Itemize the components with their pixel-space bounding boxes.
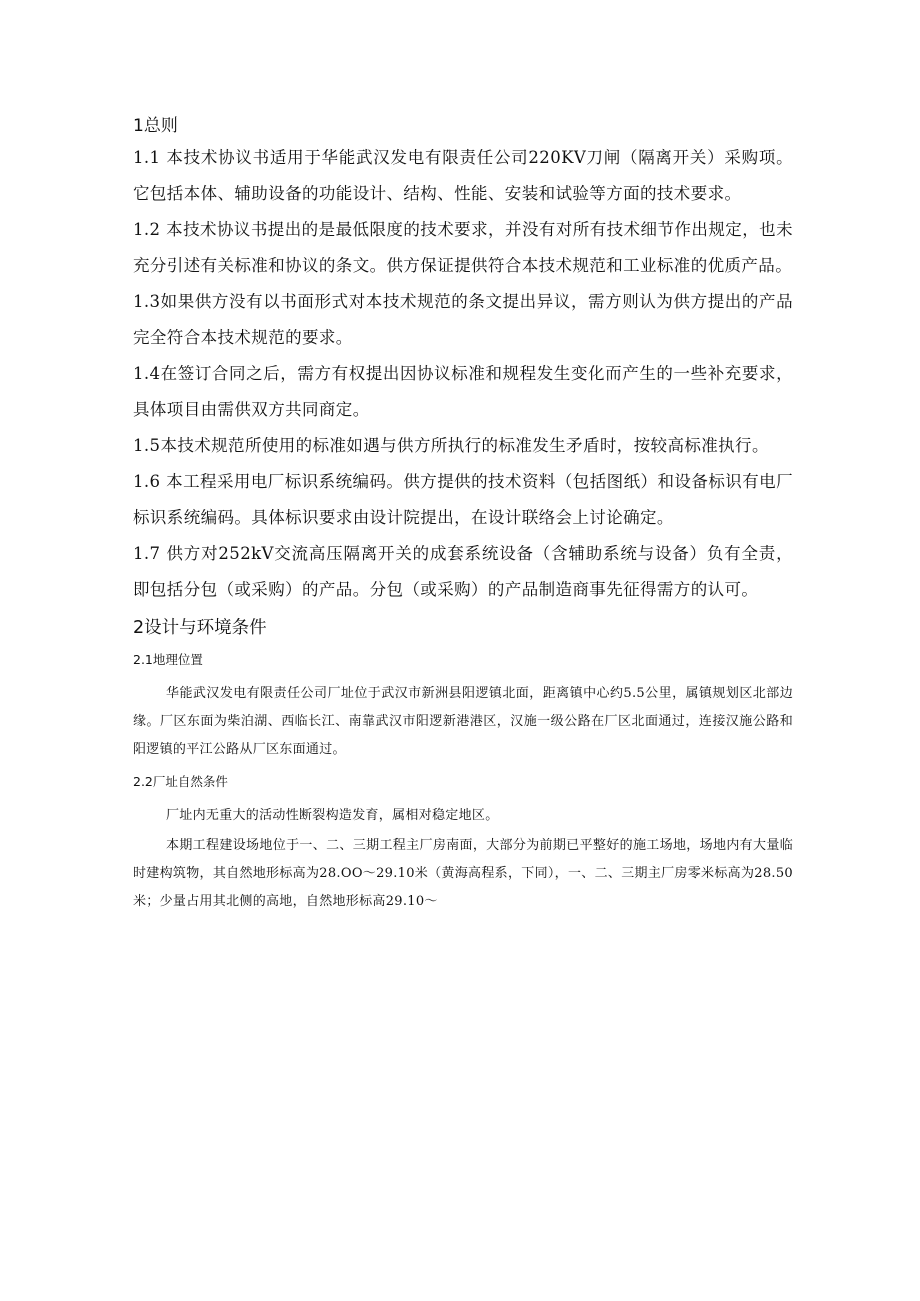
clause-1-2: 1.2 本技术协议书提出的是最低限度的技术要求，并没有对所有技术细节作出规定，也未充分引述有关标准和协议的条文。供方保证提供符合本技术规范和工业标准的优质产品。	[133, 220, 793, 275]
clause-1-4: 1.4在签订合同之后，需方有权提出因协议标准和规程发生变化而产生的一些补充要求，具体项目由需供双方共同商定。	[133, 364, 793, 419]
document-body	[133, 112, 793, 918]
site-elevation-paragraph: 本期工程建设场地位于一、二、三期工程主厂房南面，大部分为前期已平整好的施工场地，场地内有大量临时建构筑物，其自然地形标高为28.OO～29.10米（黄海高程系，下同），一、二、三期主厂房零米标高为28.50米；少量占用其北侧的高地，自然地形标高29.10～	[133, 838, 793, 909]
clause-1-3: 1.3如果供方没有以书面形式对本技术规范的条文提出异议，需方则认为供方提出的产品完全符合本技术规范的要求。	[133, 292, 793, 347]
section-2-heading: 2设计与环境条件	[133, 618, 267, 638]
section-1-heading: 1总则	[133, 116, 178, 136]
clause-1-6: 1.6 本工程采用电厂标识系统编码。供方提供的技术资料（包括图纸）和设备标识有电厂标识系统编码。具体标识要求由设计院提出，在设计联络会上讨论确定。	[133, 472, 793, 527]
clause-1-1: 1.1 本技术协议书适用于华能武汉发电有限责任公司220KV刀闸（隔离开关）采购项。它包括本体、辅助设备的功能设计、结构、性能、安装和试验等方面的技术要求。	[133, 148, 793, 203]
subsection-2-2-heading: 2.2厂址自然条件	[133, 774, 228, 789]
site-stability-paragraph: 厂址内无重大的活动性断裂构造发育，属相对稳定地区。	[166, 808, 499, 823]
clause-1-7: 1.7 供方对252kV交流高压隔离开关的成套系统设备（含辅助系统与设备）负有全责，即包括分包（或采购）的产品。分包（或采购）的产品制造商事先征得需方的认可。	[133, 544, 793, 599]
subsection-2-1-heading: 2.1地理位置	[133, 652, 203, 667]
clause-1-5: 1.5本技术规范所使用的标准如遇与供方所执行的标准发生矛盾时，按较高标准执行。	[133, 436, 769, 455]
geography-paragraph: 华能武汉发电有限责任公司厂址位于武汉市新洲县阳逻镇北面，距离镇中心约5.5公里，属镇规划区北部边缘。厂区东面为柴泊湖、西临长江、南靠武汉市阳逻新港港区，汉施一级公路在厂区北面通过，连接汉施公路和阳逻镇的平江公路从厂区东面通过。	[133, 686, 793, 757]
